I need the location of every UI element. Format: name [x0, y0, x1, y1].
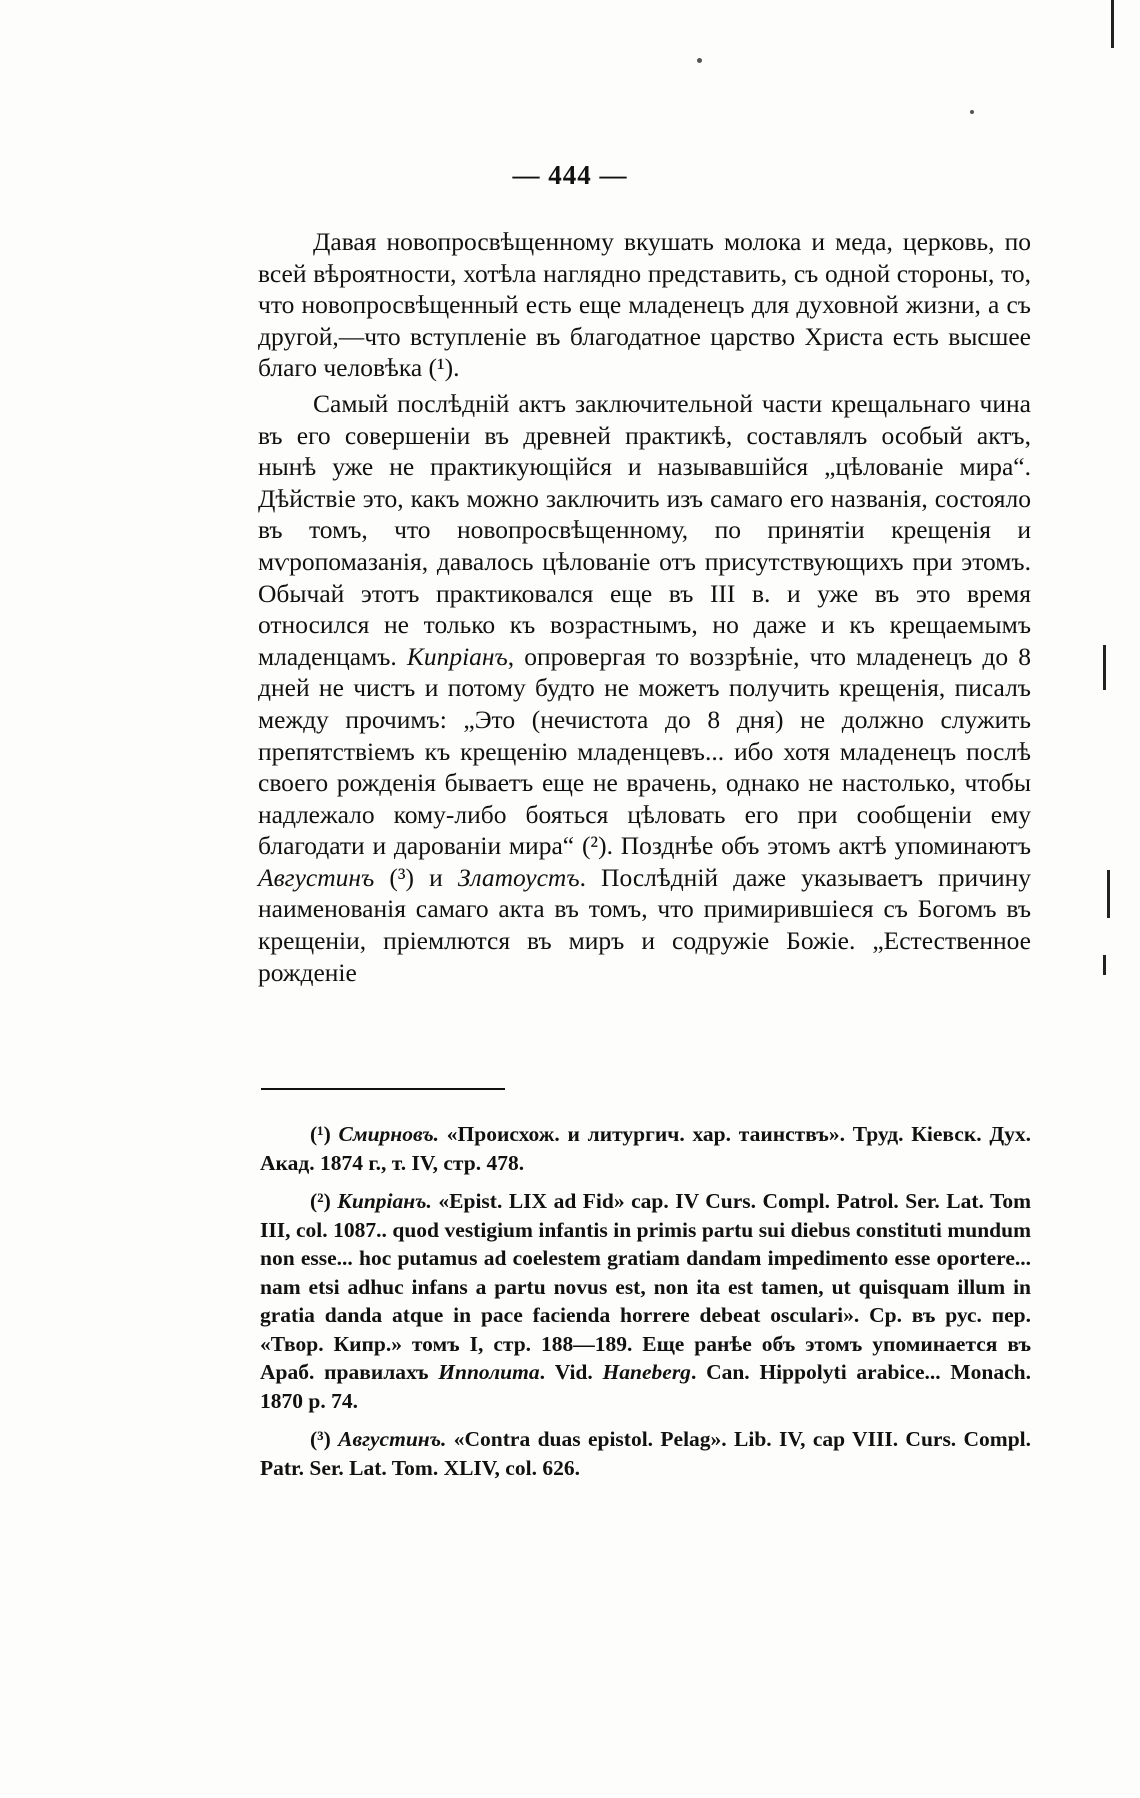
- footnote-author: Кипріанъ.: [337, 1189, 432, 1213]
- conjunction: и: [429, 862, 443, 892]
- footnote-mark: (¹): [310, 1122, 331, 1146]
- paragraph-text: . Послѣдній даже указываетъ причину наименованія самаго акта въ томъ, что примирившіеся съ Богомъ въ крещеніи, пріемлются въ миръ и содружіе Божіе. „Естественное рожденіе: [258, 862, 1032, 987]
- footnote-author: Смирновъ.: [338, 1122, 440, 1146]
- paragraph-text: , опровергая то воззрѣніе, что младенецъ до 8 дней не чистъ и потому будто не можетъ получить крещенія, писалъ между прочимъ: „Это (нечистота до 8 дня) не должно служить препятствіемъ къ крещенію младенцевъ... ибо хотя младенецъ послѣ своего рожденія бываетъ еще не врачень, однако не настолько, чтобы надлежало кому-либо бояться цѣловать его при сообщеніи ему благодати и дарованіи мира“: [258, 641, 1032, 861]
- footnote-2: [260, 1187, 1031, 1415]
- footnote-author: Haneberg: [602, 1360, 691, 1384]
- footnote-text: «Epist. LIX ad Fid» cap. IV Curs. Compl. Patrol. Ser. Lat. Tom III, col. 1087.. quod vestigium infantis in primis partu sui diebus constituti mundum non esse... hoc putamus ad coelestem gratiam dandam impedimento esse oportere... nam etsi adhuc infans a partu novus est, non ita est tamen, ut quisquam illum in gratia danda atque in pace facienda horrere debeat osculari». Ср. въ рус. пер. «Твор. Кипр.» томъ I, стр. 188—189. Еще ранѣе объ этомъ упоминается въ Араб. правилахъ: [260, 1189, 1032, 1384]
- main-text: [258, 226, 1031, 988]
- scan-edge-mark: [1103, 645, 1106, 690]
- footnote-divider: [261, 1088, 505, 1090]
- author-name: Августинъ: [258, 862, 375, 892]
- footnote-1: [260, 1120, 1031, 1177]
- scan-edge-mark: [1111, 0, 1114, 48]
- footnote-author: Августинъ.: [338, 1427, 447, 1451]
- footnote-author: Ипполита: [438, 1360, 540, 1384]
- footnote-text: «Происхож. и литургич. хар. таинствъ». Труд. Кіевск. Дух. Акад. 1874 г., т. IV, стр. 478.: [260, 1122, 1032, 1175]
- footnote-ref: (³): [389, 862, 415, 892]
- paragraph-text: Самый послѣдній актъ заключительной части крещальнаго чина въ его совершеніи въ древней практикѣ, составлялъ особый актъ, нынѣ уже не практикующійся и называвшійся „цѣлованіе мира“. Дѣйствіе это, какъ можно заключить изъ самаго его названія, состояло въ томъ, что новопросвѣщенному, по принятіи крещенія и мѵропомазанія, давалось цѣлованіе отъ присутствующихъ при этомъ. Обычай этотъ практиковался еще въ III в. и уже въ это время относился не только къ возрастнымъ, но даже и къ крещаемымъ младенцамъ.: [258, 388, 1031, 671]
- paragraph-text: Давая новопросвѣщенному вкушать молока и меда, церковь, по всей вѣроятности, хотѣла наглядно представить, съ одной стороны, то, что новопросвѣщенный есть еще младенецъ для духовной жизни, а съ другой,—что вступленіе въ благодатное царство Христа есть высшее благо человѣка: [258, 227, 1031, 383]
- footnote-text: . Can. Hippolyti arabice... Monach. 1870 p. 74.: [260, 1360, 1032, 1413]
- footnote-text: «Contra duas epistol. Pelag». Lib. IV, cap VIII. Curs. Compl. Patr. Ser. Lat. Tom. XLIV, col. 626.: [260, 1427, 1032, 1480]
- page-number: — 444 —: [512, 160, 628, 190]
- paragraph-2: [258, 388, 1031, 988]
- scan-edge-mark: [1107, 870, 1110, 918]
- scan-speck: [970, 110, 974, 114]
- paragraph-1: [258, 226, 1031, 384]
- scan-speck: [697, 58, 702, 63]
- author-name: Кипріанъ: [406, 641, 508, 671]
- footnote-mark: (³): [310, 1427, 331, 1451]
- scan-edge-mark: [1103, 955, 1106, 975]
- author-name: Златоустъ: [457, 862, 580, 892]
- paragraph-text: Позднѣе объ этомъ актѣ упоминаютъ: [612, 831, 1032, 861]
- footnote-text: . Vid.: [539, 1360, 593, 1384]
- footnote-mark: (²): [310, 1189, 331, 1213]
- footnote-3: [260, 1425, 1031, 1482]
- footnote-ref: (¹).: [428, 353, 460, 383]
- footnote-ref: (²).: [581, 831, 613, 861]
- footnotes: [260, 1120, 1031, 1492]
